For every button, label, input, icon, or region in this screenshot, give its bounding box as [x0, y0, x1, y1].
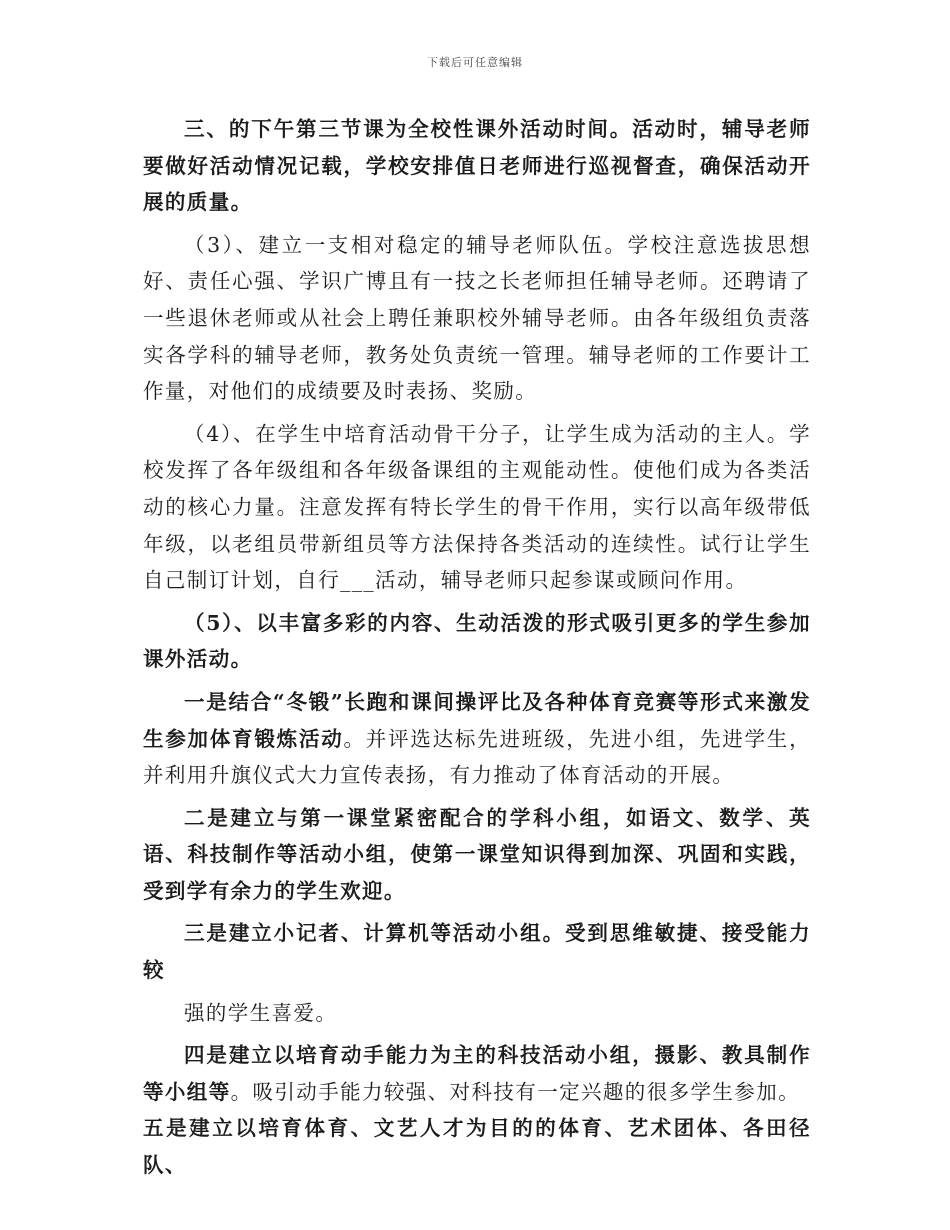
paragraph-sports-activity [143, 684, 811, 794]
paragraph-sports-arts-groups [143, 1110, 811, 1183]
paragraph-bold-text: 四是建立以培育动手能力为主的科技活动小组，摄影、教具制作等小组等 [143, 1043, 811, 1104]
paragraph-teacher-team [143, 227, 811, 410]
paragraph-bold-text: 五是建立以培育体育、文艺人才为目的的体育、艺术团体、各田径队、 [143, 1116, 811, 1178]
paragraph-normal-text: 强的学生喜爱。 [184, 1000, 338, 1025]
paragraph-bold-text: 三是建立小记者、计算机等活动小组。受到思维敏捷、接受能力较 [143, 921, 811, 983]
paragraph-normal-text: （3）、建立一支相对稳定的辅导老师队伍。学校注意选拔思想好、责任心强、学识广博且有一技之长老师担任辅导老师。还聘请了一些退休老师或从社会上聘任兼职校外辅导老师。由各年级组负责落实各学科的辅导老师，教务处负责统一管理。辅导老师的工作要计工作量，对他们的成绩要及时表扬、奖励。 [143, 232, 811, 404]
paragraph-normal-text: 。并评选达标先进班级，先进小组，先进学生，并利用升旗仪式大力宣传表扬，有力推动了体育活动的开展。 [143, 726, 811, 788]
paragraph-bold-text: 二是建立与第一课堂紧密配合的学科小组，如语文、数学、英语、科技制作等活动小组，使第一课堂知识得到加深、巩固和实践，受到学有余力的学生欢迎。 [143, 805, 811, 903]
paragraph-reporter-groups-cont [143, 995, 811, 1032]
paragraph-reporter-groups [143, 915, 811, 988]
page-header: 下载后可任意编辑 [427, 56, 523, 69]
paragraph-tech-groups [143, 1037, 811, 1110]
paragraph-normal-text: （4）、在学生中培育活动骨干分子，让学生成为活动的主人。学校发挥了各年级组和各年级备课组的主观能动性。使他们成为各类活动的核心力量。注意发挥有特长学生的骨干作用，实行以高年级带低年级，以老组员带新组员等方法保持各类活动的连续性。试行让学生自己制订计划，自行___活动，辅导老师只起参谋或顾问作用。 [143, 421, 811, 593]
paragraph-bold-text: （5）、以丰富多彩的内容、生动活泼的形式吸引更多的学生参加课外活动。 [143, 610, 811, 672]
document-body [143, 111, 811, 1184]
paragraph-rich-content [143, 605, 811, 678]
paragraph-bold-text: 一是结合“冬锻”长跑和课间操评比及各种体育竞赛等形式来激发生参加体育锻炼活动 [143, 689, 811, 751]
paragraph-student-leaders [143, 416, 811, 599]
paragraph-subject-groups [143, 800, 811, 910]
paragraph-bold-text: 三、的下午第三节课为全校性课外活动时间。活动时，辅导老师要做好活动情况记载，学校安排值日老师进行巡视督查，确保活动开展的质量。 [143, 117, 811, 215]
paragraph-afternoon-activity [143, 111, 811, 221]
paragraph-normal-text: 。吸引动手能力较强、对科技有一定兴趣的很多学生参加。 [230, 1079, 801, 1104]
